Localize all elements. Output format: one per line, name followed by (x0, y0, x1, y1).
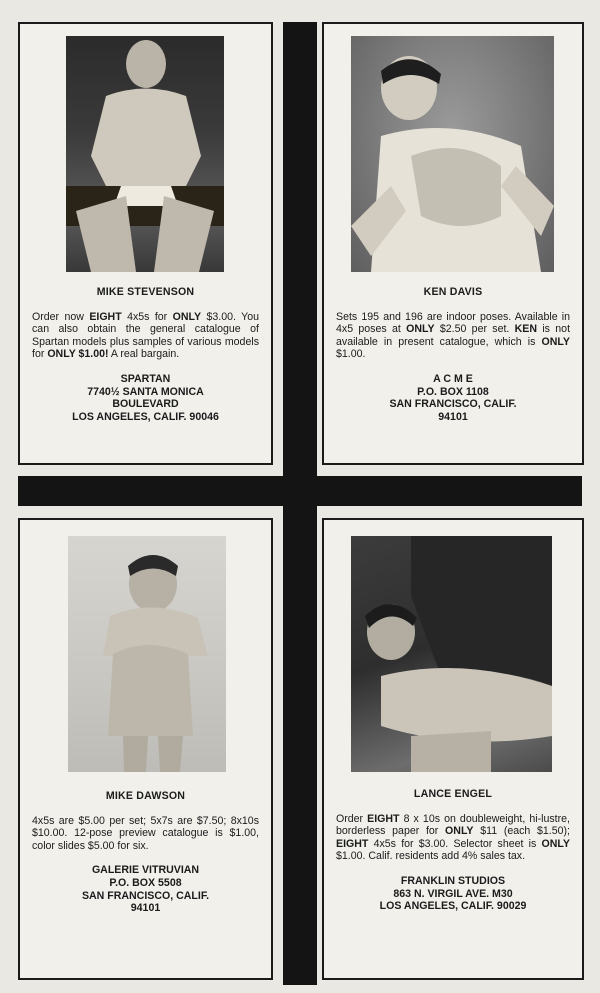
emphasis-text: EIGHT (336, 837, 369, 850)
model-name: KEN DAVIS (423, 286, 483, 298)
body-text: $1.00. Calif. residents add 4% sales tax. (336, 850, 526, 863)
body-text: Order now (32, 310, 90, 323)
ad-description (32, 311, 259, 361)
model-name: LANCE ENGEL (413, 788, 493, 800)
reclining-figure-silhouette (351, 536, 552, 772)
horizontal-divider-bar (18, 476, 582, 506)
body-text: 8 x 10s on doubleweight, hi-lustre, borderless paper for (336, 812, 570, 838)
address-line: P.O. BOX 1108 (417, 385, 489, 398)
body-text: 4x5s for (121, 310, 173, 323)
body-text: $1.00. (336, 348, 366, 361)
model-photo (351, 36, 554, 272)
address-line: LOS ANGELES, CALIF. 90046 (72, 410, 219, 423)
model-photo (351, 536, 552, 772)
ad-panel-top-right (322, 22, 584, 465)
address-line: 94101 (438, 410, 468, 423)
ad-panel-bottom-right (322, 518, 584, 980)
body-text: Order (336, 812, 368, 825)
ad-description (336, 311, 570, 361)
ad-text (336, 788, 570, 913)
body-text: 4x5s for $3.00. Selector sheet is (368, 837, 542, 850)
address-line: SAN FRANCISCO, CALIF. (81, 889, 210, 902)
emphasis-text: ONLY (406, 323, 435, 336)
studio-name: SPARTAN (120, 372, 171, 385)
model-name: MIKE DAWSON (105, 790, 186, 802)
address-line: P.O. BOX 5508 (109, 876, 182, 889)
studio-name: FRANKLIN STUDIOS (400, 874, 506, 887)
body-text: $3.00. You can also obtain the general catalogue of Spartan models plus samples of various models for (32, 310, 260, 361)
studio-name: GALERIE VITRUVIAN (91, 864, 200, 877)
body-text: $2.50 per set. (434, 323, 515, 336)
emphasis-text: EIGHT (89, 310, 122, 323)
address-line: 7740½ SANTA MONICA (87, 385, 204, 398)
seated-figure-silhouette (66, 36, 224, 272)
ad-description (336, 813, 570, 863)
studio-name: A C M E (433, 372, 473, 385)
ad-text (32, 790, 259, 915)
ad-panel-bottom-left (18, 518, 273, 980)
emphasis-text: ONLY (541, 837, 570, 850)
address-line: LOS ANGELES, CALIF. 90029 (379, 900, 527, 913)
emphasis-text: ONLY (445, 825, 474, 838)
emphasis-text: ONLY (172, 310, 202, 323)
address-line: 863 N. VIRGIL AVE. M30 (393, 887, 513, 900)
address-line: BOULEVARD (112, 398, 179, 411)
emphasis-text: KEN (514, 323, 538, 336)
body-text: A real bargain. (108, 348, 180, 361)
emphasis-text: EIGHT (367, 812, 400, 825)
ad-text (32, 286, 259, 423)
ad-panel-top-left (18, 22, 273, 465)
crouching-figure-silhouette (68, 536, 226, 772)
model-photo (66, 36, 224, 272)
emphasis-text: ONLY $1.00! (47, 348, 109, 361)
body-text: 4x5s are $5.00 per set; 5x7s are $7.50; 8x10s $10.00. 12-pose preview catalogue is $1.00, color slides $5.00 for six. (32, 814, 259, 852)
model-photo (68, 536, 226, 772)
ad-description (32, 815, 259, 853)
address-line: SAN FRANCISCO, CALIF. (389, 398, 517, 411)
ad-text (336, 286, 570, 423)
body-text: is not available in present catalogue, which is (336, 323, 571, 348)
standing-figure-silhouette (351, 36, 554, 272)
body-text: $11 (each $1.50); (473, 825, 571, 838)
emphasis-text: ONLY (541, 335, 570, 348)
model-name: MIKE STEVENSON (96, 286, 195, 298)
address-line: 94101 (130, 902, 161, 915)
body-text: Sets 195 and 196 are indoor poses. Available in 4x5 poses at (336, 310, 570, 336)
